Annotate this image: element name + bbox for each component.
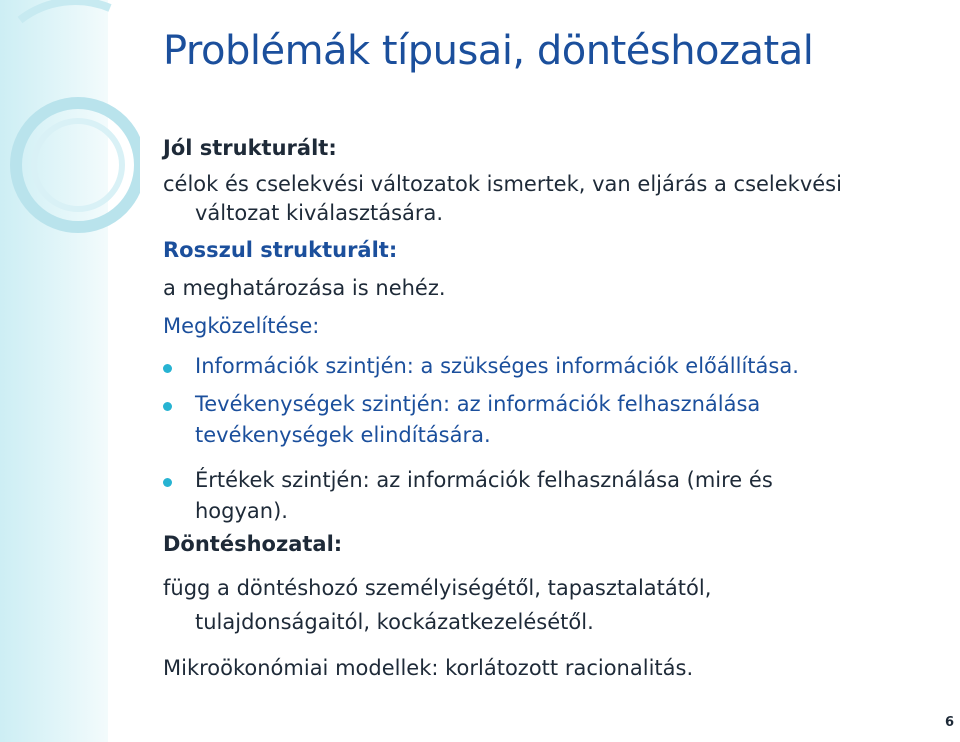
bullet-3-line1: Értékek szintjén: az információk felhasználása (mire és: [195, 468, 773, 492]
bullet-2-line1: Tevékenységek szintjén: az információk felhasználása: [195, 392, 761, 416]
decision-line1: függ a döntéshozó személyiségétől, tapasztalatától,: [163, 576, 712, 600]
bullet-dot: [163, 364, 172, 373]
decorative-circles: [0, 0, 140, 300]
approach-label: Megközelítése:: [163, 314, 320, 338]
bullet-3-line2: hogyan).: [195, 499, 288, 523]
bullet-1-line1: Információk szintjén: a szükséges információk előállítása.: [195, 354, 799, 378]
well-structured-line1: célok és cselekvési változatok ismertek, van eljárás a cselekvési: [163, 172, 842, 196]
bullet-dot: [163, 402, 172, 411]
ill-structured-text: a meghatározása is nehéz.: [163, 276, 446, 300]
well-structured-heading: Jól strukturált:: [163, 136, 337, 160]
decision-line2: tulajdonságaitól, kockázatkezelésétől.: [195, 610, 594, 634]
page-number: 6: [944, 715, 954, 730]
bullet-dot: [163, 478, 172, 487]
decision-heading: Döntéshozatal:: [163, 532, 343, 556]
well-structured-line2: változat kiválasztására.: [195, 201, 444, 225]
micro-text: Mikroökonómiai modellek: korlátozott racionalitás.: [163, 656, 694, 680]
ill-structured-heading: Rosszul strukturált:: [163, 238, 398, 262]
slide-title: Problémák típusai, döntéshozatal: [163, 28, 814, 74]
bullet-2-line2: tevékenységek elindítására.: [195, 423, 491, 447]
